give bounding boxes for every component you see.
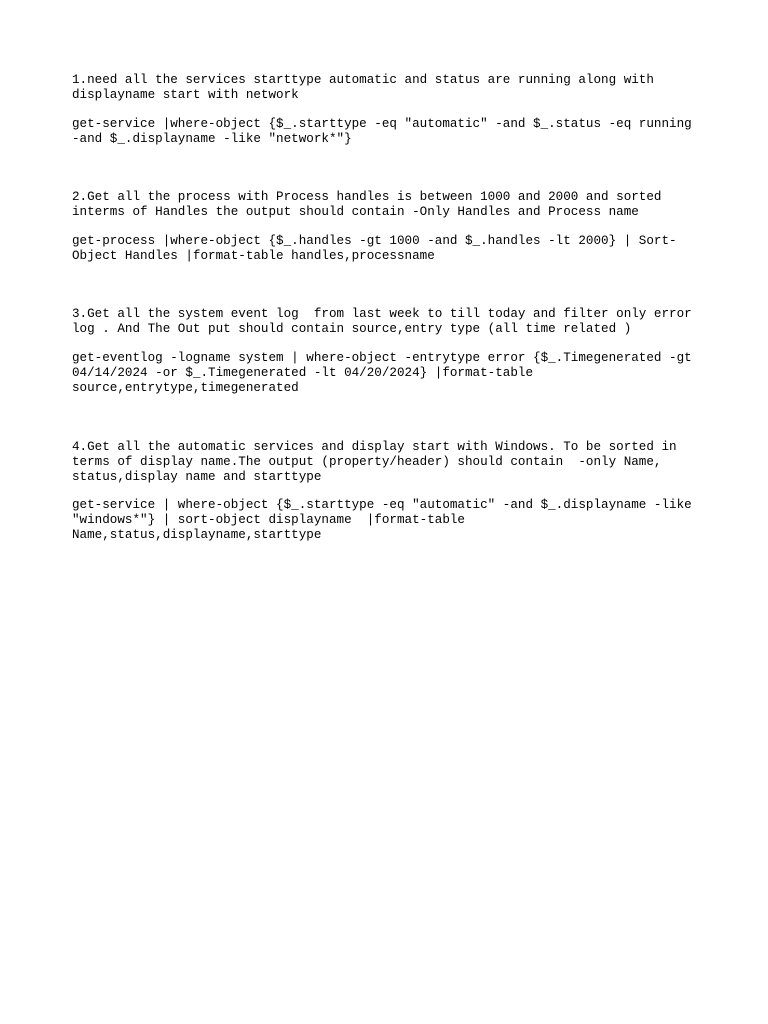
answer-4-command: get-service | where-object {$_.starttype -eq "automatic" -and $_.displayname -like "windows*"} | sort-object displayname |format-table Name,status,displayname,starttype [72, 498, 692, 542]
answer-3-command: get-eventlog -logname system | where-object -entrytype error {$_.Timegenerated -gt 04/14/2024 -or $_.Timegenerated -lt 04/20/2024} |format-table source,entrytype,timegenerated [72, 351, 692, 395]
question-4-text: 4.Get all the automatic services and display start with Windows. To be sorted in terms of display name.The output (property/header) should contain -only Name, status,display name and starttype [72, 440, 677, 484]
answer-1-command: get-service |where-object {$_.starttype -eq "automatic" -and $_.status -eq running -and $_.displayname -like "network*"} [72, 117, 692, 146]
question-3-text: 3.Get all the system event log from last week to till today and filter only error log . And The Out put should contain source,entry type (all time related ) [72, 307, 692, 336]
question-2-text: 2.Get all the process with Process handles is between 1000 and 2000 and sorted interms of Handles the output should contain -Only Handles and Process name [72, 190, 662, 219]
question-1-text: 1.need all the services starttype automatic and status are running along with displayname start with network [72, 73, 654, 102]
answer-2-command: get-process |where-object {$_.handles -gt 1000 -and $_.handles -lt 2000} | Sort- Object Handles |format-table handles,processname [72, 234, 677, 263]
